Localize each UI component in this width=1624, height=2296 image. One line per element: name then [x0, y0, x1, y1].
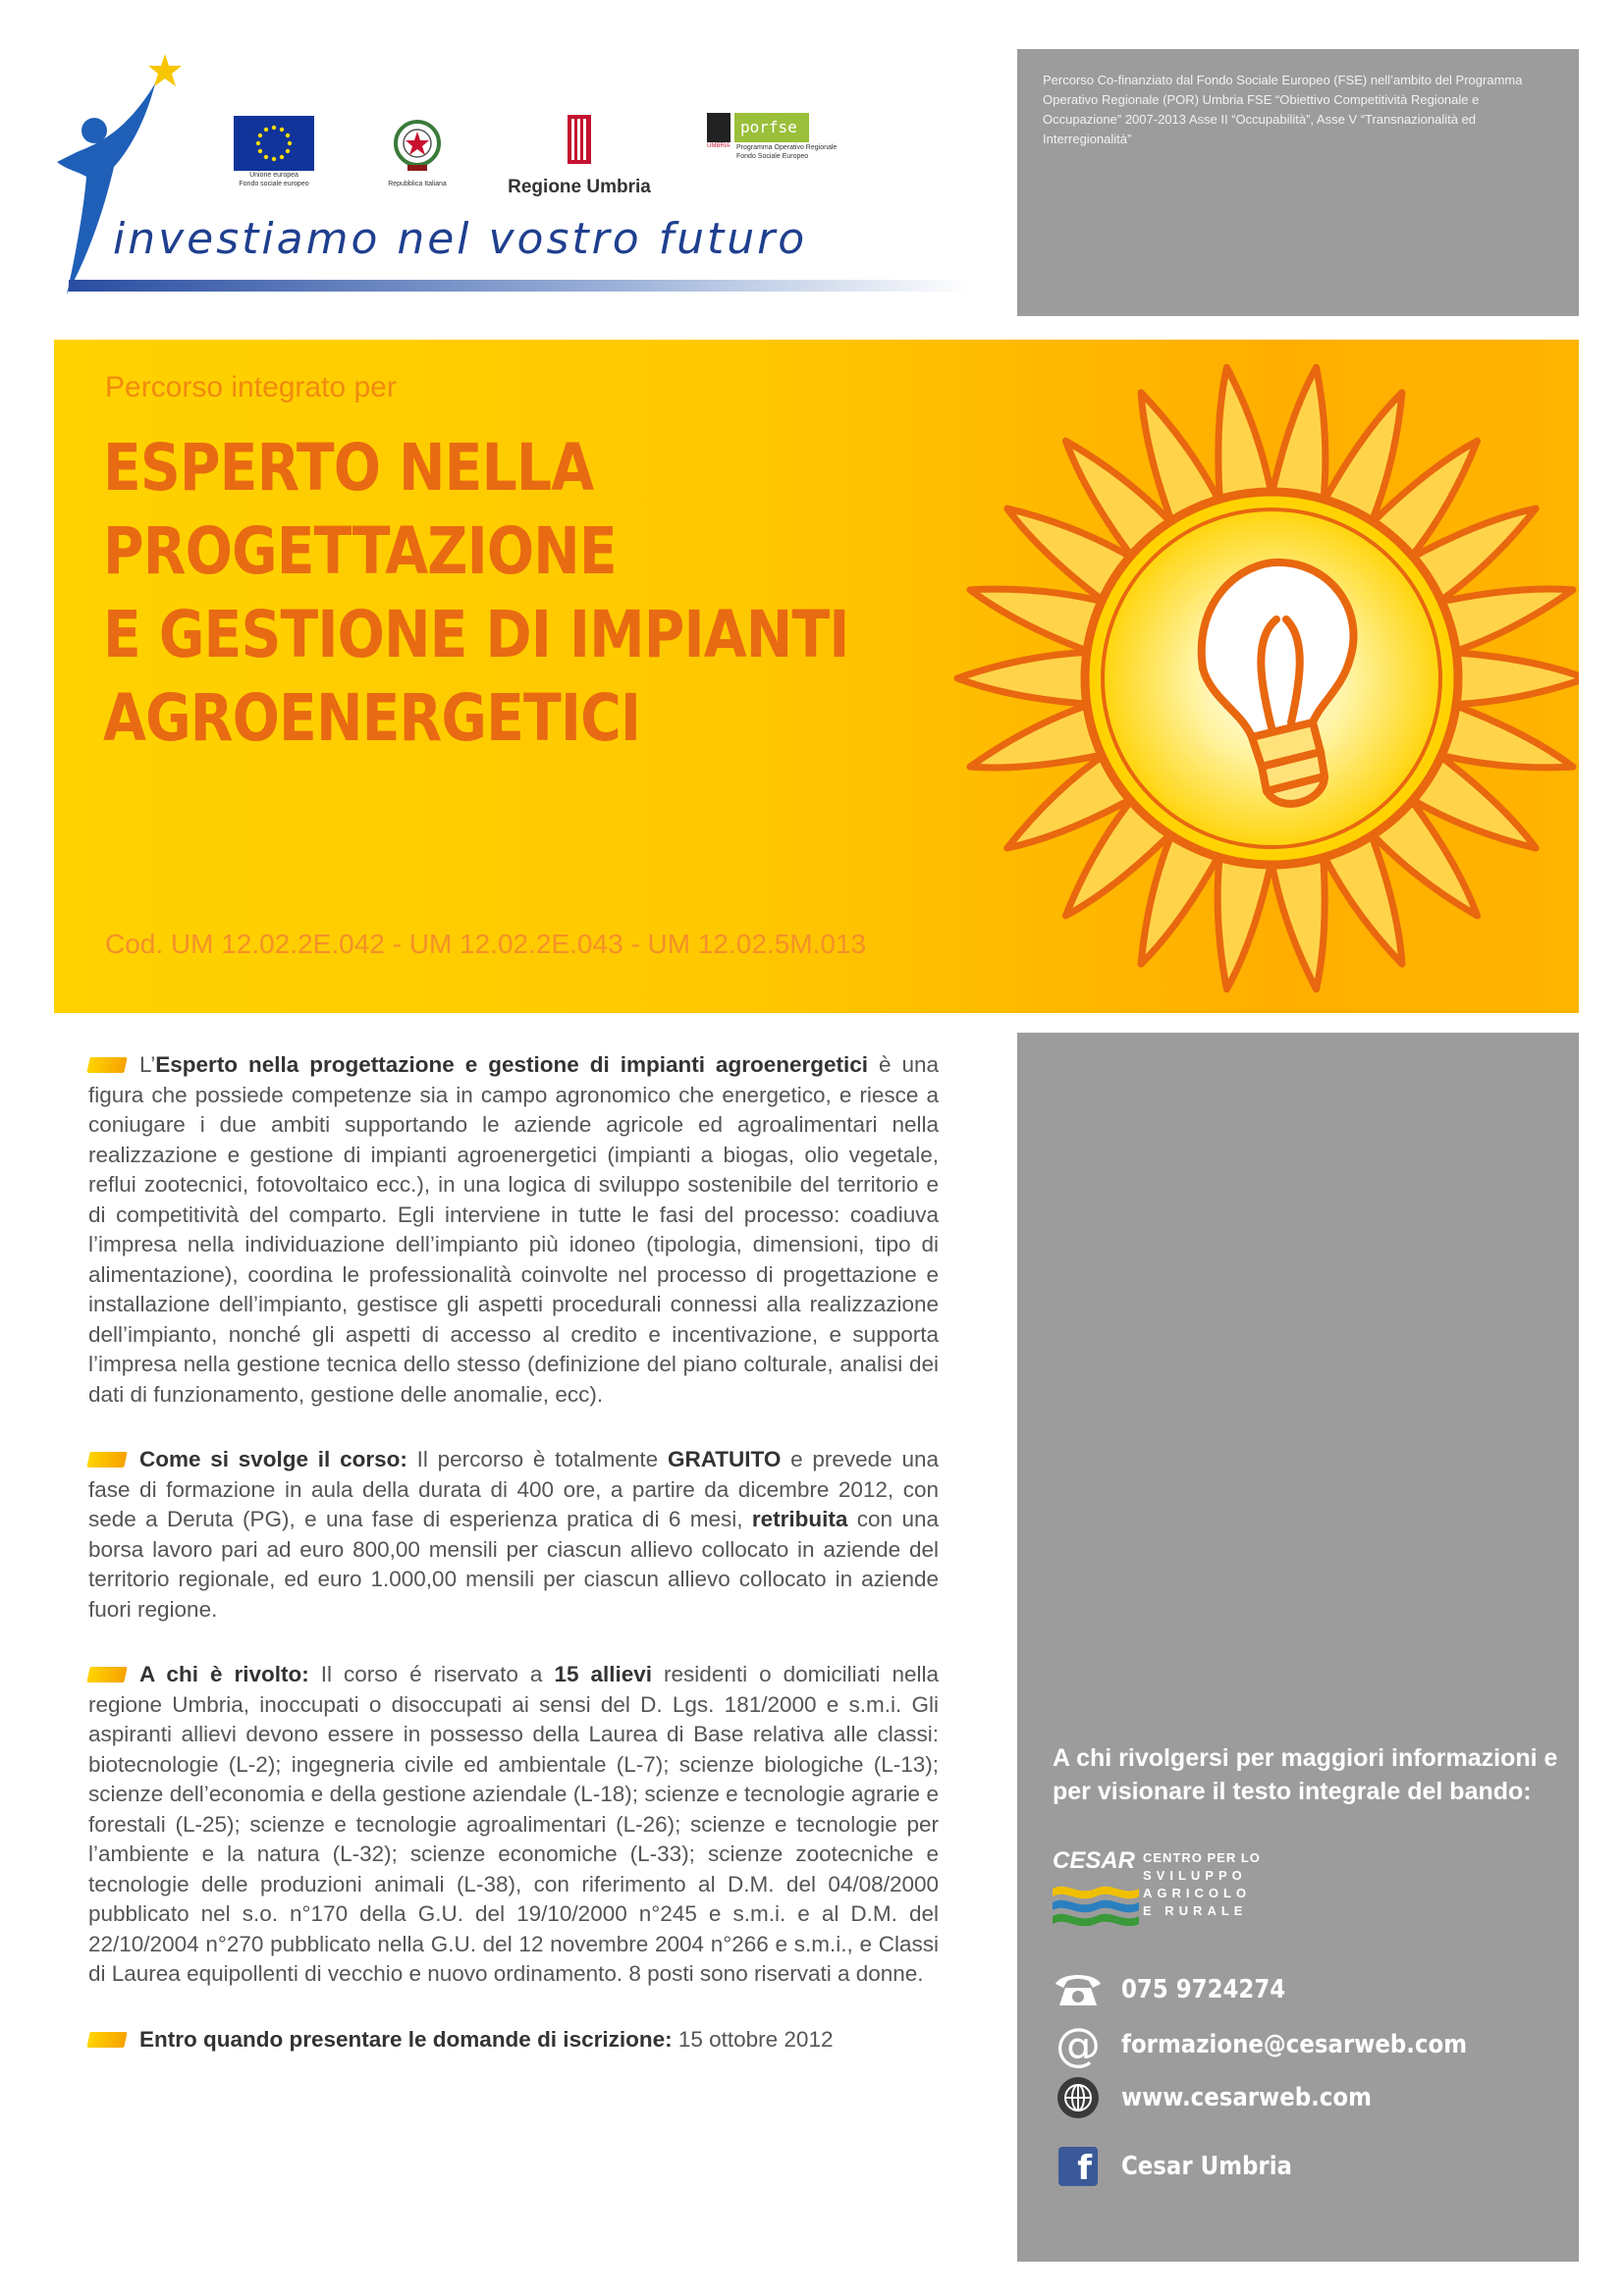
cesar-waves-icon [1053, 1881, 1139, 1926]
email-row[interactable] [1053, 2020, 1514, 2069]
intro-paragraph [88, 1050, 939, 1410]
website-link: www.cesarweb.com [1121, 2083, 1372, 2112]
bullet-marker-icon [86, 1667, 127, 1682]
course-title-line-4: AGROENERGETICI [103, 680, 641, 756]
slogan-underline [69, 280, 972, 292]
contact-panel [1017, 1033, 1579, 2262]
course-title-line-2: PROGETTAZIONE [103, 513, 617, 589]
deadline-text: 15 ottobre 2012 [672, 2026, 834, 2052]
ri-caption: Repubblica Italiana [388, 181, 447, 187]
phone-number: 075 9724274 [1121, 1975, 1286, 2004]
bullet-marker-icon [86, 1452, 127, 1468]
course-strong-2: retribuita [751, 1507, 848, 1531]
course-paragraph [88, 1445, 939, 1625]
target-strong-1: 15 allievi [554, 1662, 653, 1686]
slogan: investiamo nel vostro futuro [113, 214, 808, 264]
eu-caption-2: Fondo sociale europeo [239, 181, 309, 187]
target-text-2: residenti o domiciliati nella regione Umbria, inoccupati o disoccupati ai sensi del D. Lgs. 181/2000 e s.m.i. Gli aspiranti allievi devono essere in possesso della Laurea di Base relativa alle classi: biotecnologie (L-2); ingegneria civile ed ambientale (L-7); scienze biologiche (L-13); scienze dell’economia e della gestione aziendale (L-18); scienze e tecnologie agrarie e forestali (L-25); scienze e tecnologie agroalimentari (L-26); scienze e tecnologie per l’ambiente e la natura (L-32); scienze economiche (L-33); scienze zootecniche e tecnologie delle produzioni animali (L-38), con riferimento al D.M. del 04/08/2000 pubblicato nel s.o. n°170 della G.U. del 19/10/2000 n°245 e s.m.i. e al D.M. del 22/10/2004 n°270 pubblicato nella G.U. del 12 novembre 2004 n°266 e s.m.i., e Classi di Laurea equipollenti di vecchio e nuovo ordinamento. 8 posti sono riservati a donne. [88, 1662, 939, 1986]
por-caption-2: Fondo Sociale Europeo [736, 153, 809, 160]
eu-caption-1: Unione europea [249, 172, 298, 179]
italian-emblem-icon [388, 116, 447, 175]
por-small: UMBRIA [707, 143, 731, 149]
phone-icon [1053, 1968, 1104, 2011]
por-umbria-emblem-icon [707, 113, 731, 142]
target-paragraph [88, 1660, 939, 1990]
course-strong-1: GRATUITO [667, 1447, 782, 1471]
eu-flag-icon [234, 116, 314, 171]
at-icon: @ [1056, 2018, 1101, 2071]
por-caption-1: Programma Operativo Regionale [736, 144, 838, 151]
globe-icon [1053, 2076, 1104, 2119]
sun-ray [957, 652, 1097, 705]
por-brand-text: porfse [740, 118, 797, 136]
sun-lightbulb-illustration [938, 345, 1579, 1012]
main-content [88, 1050, 939, 2090]
funding-note: Percorso Co-finanziato dal Fondo Sociale Europeo (FSE) nell’ambito del Programma Operativo Regionale (POR) Umbria FSE “Obiettivo Competitività Regionale e Occupazione” 2007-2013 Asse II “Occupabilità”, Asse V “Transnazionalità ed Interregionalità” [1043, 73, 1523, 146]
course-text-3: con una borsa lavoro pari ad euro 800,00 mensili per ciascun allievo collocato in aziende del territorio regionale, ed euro 1.000,00 mensili per ciascun allievo collocato in aziende fuori regione. [88, 1507, 939, 1622]
sun-ray [1446, 652, 1579, 705]
cesar-full-name [1143, 1849, 1261, 1920]
cesar-line-1: CENTRO PER LO [1143, 1850, 1261, 1865]
bullet-marker-icon [86, 1057, 127, 1073]
regione-umbria-logo [496, 113, 663, 198]
cesar-logo [1053, 1847, 1308, 1926]
deadline-heading: Entro quando presentare le domande di iscrizione: [139, 2026, 673, 2052]
cesar-line-4: E RURALE [1143, 1903, 1248, 1918]
title-banner [54, 340, 1579, 1013]
email-link: formazione@cesarweb.com [1121, 2030, 1468, 2059]
target-text-1: Il corso é riservato a [308, 1662, 555, 1686]
repubblica-italiana-logo [373, 116, 461, 188]
cesar-line-2: SVILUPPO [1143, 1868, 1247, 1883]
eu-logo [234, 116, 314, 188]
website-row[interactable] [1053, 2073, 1406, 2122]
course-title-line-1: ESPERTO NELLA [103, 430, 594, 506]
contact-title: A chi rivolgersi per maggiori informazioni e per visionare il testo integrale del bando: [1053, 1744, 1558, 1805]
cesar-short-name: CESAR [1053, 1847, 1136, 1874]
facebook-link: Cesar Umbria [1121, 2152, 1292, 2181]
course-heading: Come si svolge il corso: [139, 1447, 407, 1471]
course-title [103, 426, 849, 760]
facebook-icon: f [1053, 2145, 1104, 2188]
facebook-row[interactable] [1053, 2142, 1316, 2191]
deadline-paragraph [88, 2025, 939, 2056]
intro-text: è una figura che possiede competenze sia in campo agronomico che energetico, e riesce a coniugare i due ambiti supportando le aziende agricole ed agroalimentari nella realizzazione e gestione di impianti agroenergetici (impianti a biogas, olio vegetale, reflui zootecnici, fotovoltaico ecc.), in una logica di sviluppo sostenibile del territorio e di competitività del comparto. Egli interviene in tutte le fasi del processo: coadiuva l’impresa nella individuazione dell’impianto più idoneo (tipologia, dimensioni, tipo di alimentazione), coordina le professionalità coinvolte nel processo di progettazione e installazione dell’impianto, gestisce gli aspetti procedurali connessi alla realizzazione dell’impianto, nonché gli aspetti di accesso al credito e incentivazione, e supporta l’impresa nella gestione tecnica dello stesso (definizione del piano colturale, analisi dei dati di funzionamento, gestione delle anomalie, ecc). [88, 1052, 939, 1407]
phone-row[interactable] [1053, 1965, 1308, 2014]
bullet-marker-icon [86, 2032, 127, 2048]
target-heading: A chi è rivolto: [139, 1662, 309, 1686]
course-title-line-3: E GESTIONE DI IMPIANTI [103, 597, 849, 672]
cesar-line-3: AGRICOLO [1143, 1886, 1252, 1900]
ru-name: Regione Umbria [508, 177, 651, 197]
por-fse-logo [707, 113, 844, 161]
por-brand [734, 113, 809, 142]
course-text-1: Il percorso è totalmente [406, 1447, 668, 1471]
banner-intro: Percorso integrato per [105, 371, 397, 403]
course-text-2: e prevede una fase di formazione in aula della durata di 400 ore, a partire da dicembre 2012, con sede a Deruta (PG), e una fase di esperienza pratica di 6 mesi, [88, 1447, 939, 1531]
intro-lead: L’ [139, 1052, 156, 1077]
funding-note-box [1017, 49, 1579, 316]
course-code: Cod. UM 12.02.2E.042 - UM 12.02.2E.043 - UM 12.02.5M.013 [105, 929, 867, 959]
umbria-emblem-icon [566, 113, 593, 166]
intro-highlight: Esperto nella progettazione e gestione di impianti agroenergetici [155, 1052, 868, 1077]
